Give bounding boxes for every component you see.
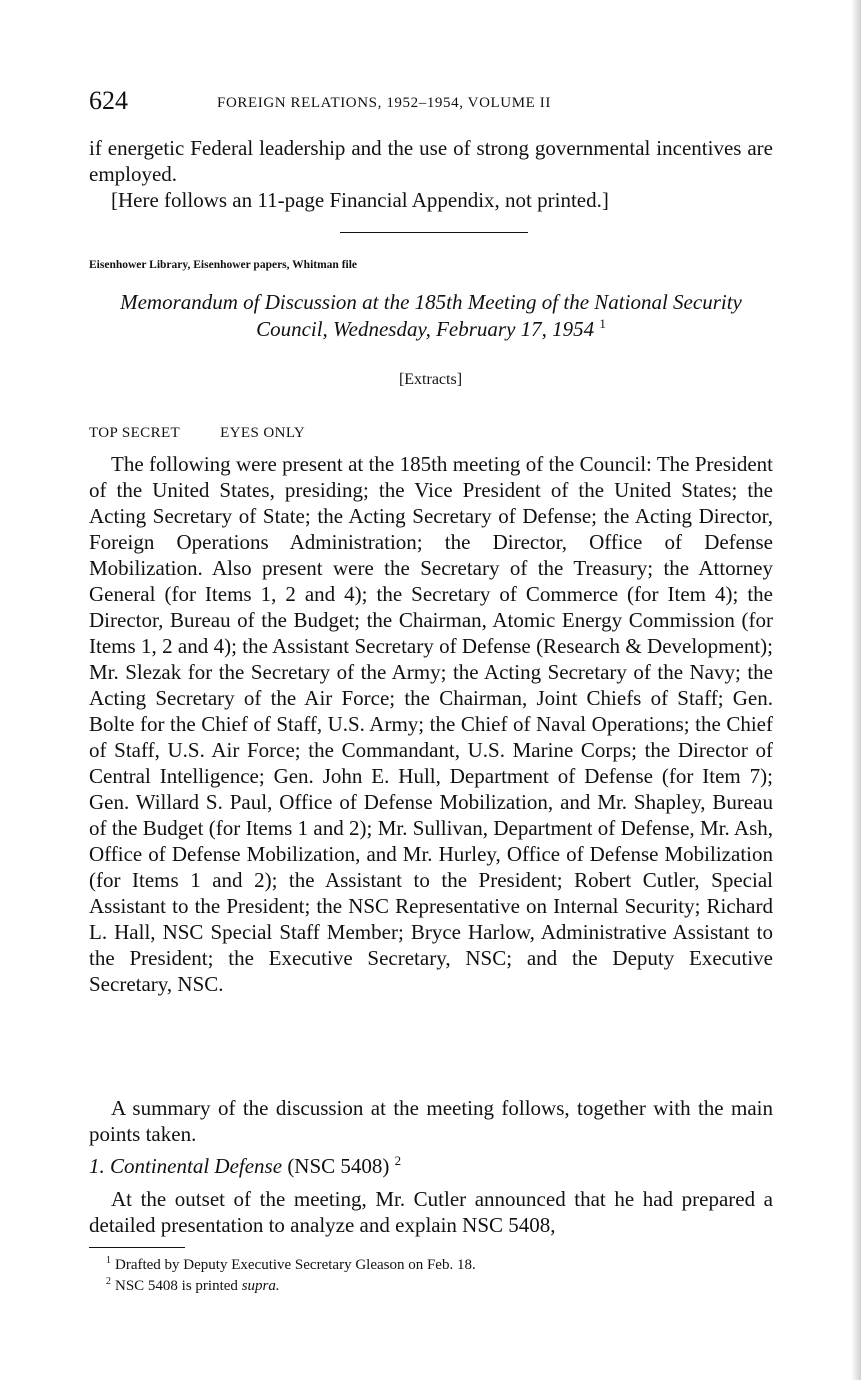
footnote-1-text: Drafted by Deputy Executive Secretary Gleason on Feb. 18. (115, 1257, 476, 1273)
document-title-text: Memorandum of Discussion at the 185th Meeting of the National Security Council, Wednesday, February 17, 1954 (120, 290, 742, 341)
section-heading (89, 1154, 401, 1179)
running-head: FOREIGN RELATIONS, 1952–1954, VOLUME II (217, 95, 551, 111)
classification-level: TOP SECRET (89, 425, 181, 441)
footnote-2-text: NSC 5408 is printed (115, 1278, 242, 1294)
attendees-paragraph: The following were present at the 185th meeting of the Council: The President of the United States, presiding; the Vice President of the United States; the Acting Secretary of State; the Acting Secretary of Defense; the Acting Director, Foreign Operations Administration; the Director, Office of Defense Mobilization. Also present were the Secretary of the Treasury; the Attorney General (for Items 1, 2 and 4); the Secretary of Commerce (for Item 4); the Director, Bureau of the Budget; the Chairman, Atomic Energy Commission (for Items 1, 2 and 4); the Assistant Secretary of Defense (Research & Development); Mr. Slezak for the Secretary of the Army; the Acting Secretary of the Navy; the Acting Secretary of the Air Force; the Chairman, Joint Chiefs of Staff; Gen. Bolte for the Chief of Staff, U.S. Army; the Chief of Naval Operations; the Chief of Staff, U.S. Air Force; the Commandant, U.S. Marine Corps; the Director of Central Intelligence; Gen. John E. Hull, Department of Defense (for Item 7); Gen. Willard S. Paul, Office of Defense Mobilization, and Mr. Shapley, Bureau of the Budget (for Items 1 and 2); Mr. Sullivan, Department of Defense, Mr. Ash, Office of Defense Mobilization, and Mr. Hurley, Office of Defense Mobilization (for Items 1 and 2); the Assistant to the President; Robert Cutler, Special Assistant to the President; the NSC Representative on Internal Security; Richard L. Hall, NSC Special Staff Member; Bryce Harlow, Administrative Assistant to the President; the Executive Secretary, NSC; and the Deputy Executive Secretary, NSC. (89, 452, 773, 996)
section-footnote-ref: 2 (394, 1153, 402, 1168)
continuation-paragraph: if energetic Federal leadership and the use of strong governmental incentives are employed. (89, 136, 773, 186)
section-divider (340, 232, 528, 233)
classification-marking (89, 425, 305, 442)
footnote-rule (89, 1247, 185, 1248)
footnote-2-number: 2 (106, 1276, 111, 1287)
source-note: Eisenhower Library, Eisenhower papers, Whitman file (89, 259, 358, 271)
section-paragraph: At the outset of the meeting, Mr. Cutler announced that he had prepared a detailed presentation to analyze and explain NSC 5408, (89, 1187, 773, 1237)
footnote-1 (106, 1255, 476, 1274)
footnote-2 (106, 1276, 280, 1295)
page-header (89, 86, 779, 120)
page-number: 624 (89, 86, 128, 115)
page-edge-shadow (851, 0, 861, 1380)
extracts-label: [Extracts] (398, 371, 463, 388)
title-footnote-ref: 1 (599, 316, 606, 331)
section-heading-italic: 1. Continental Defense (89, 1154, 283, 1178)
section-heading-plain: (NSC 5408) (282, 1154, 390, 1178)
editorial-note: [Here follows an 11-page Financial Appendix, not printed.] (111, 188, 609, 212)
summary-paragraph: A summary of the discussion at the meeting follows, together with the main points taken. (89, 1096, 773, 1146)
document-title (89, 289, 773, 343)
footnote-1-number: 1 (106, 1255, 111, 1266)
classification-handling: EYES ONLY (220, 425, 306, 441)
footnote-2-italic: supra. (241, 1278, 280, 1294)
